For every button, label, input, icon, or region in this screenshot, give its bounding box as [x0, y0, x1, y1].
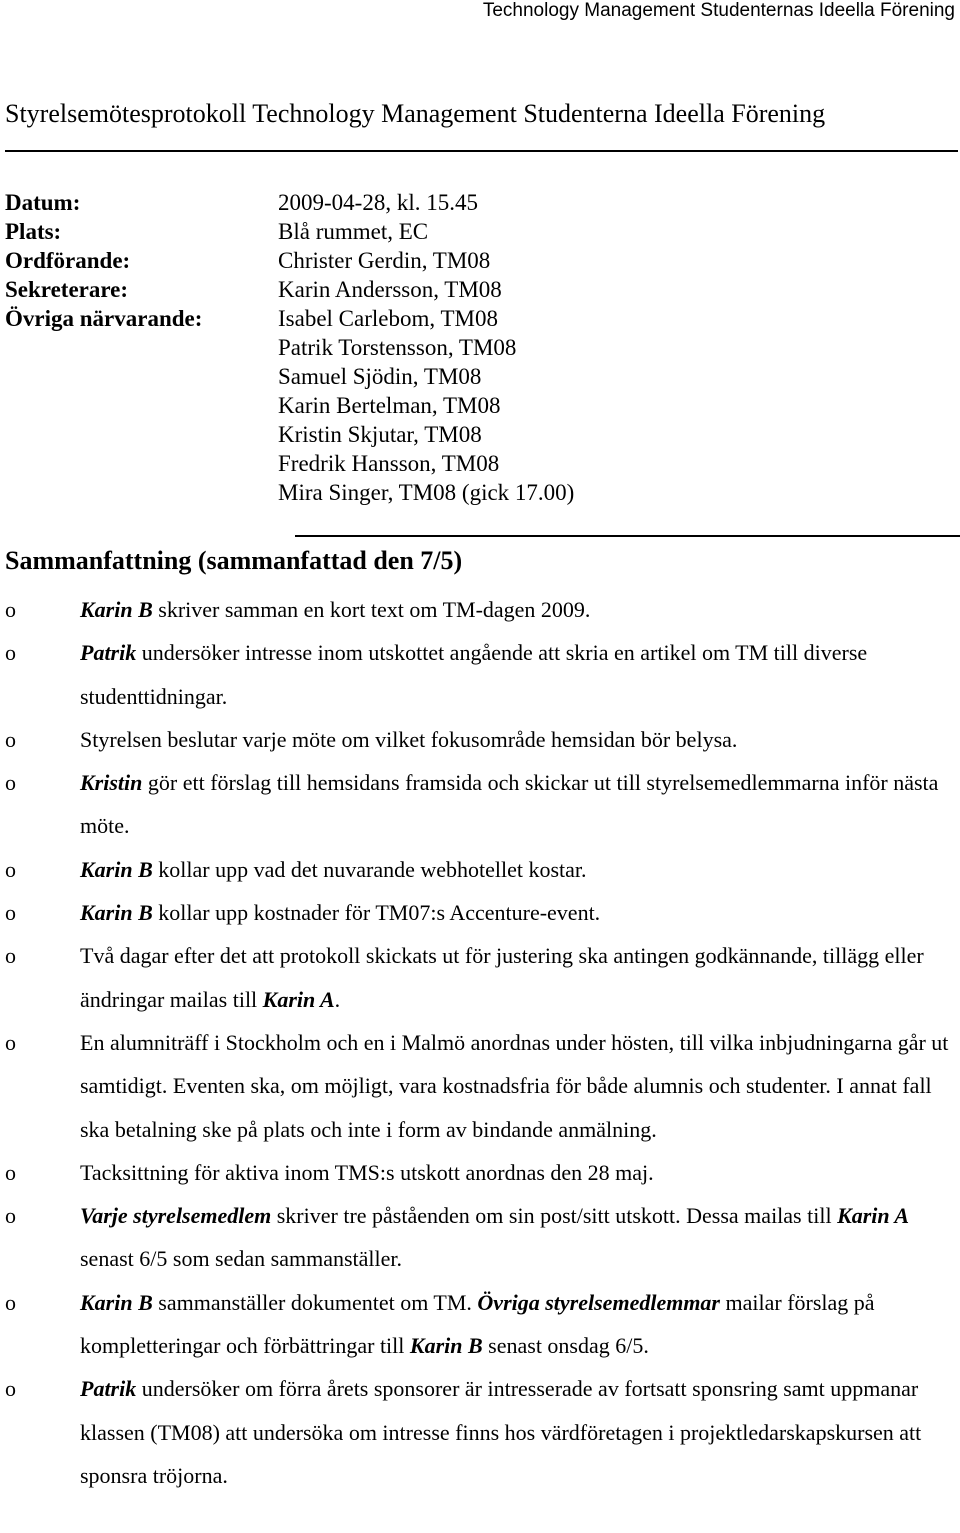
- meta-values: [278, 304, 574, 507]
- bullet-icon: o: [5, 1203, 16, 1229]
- list-item: [5, 1194, 960, 1281]
- meta-label: Ordförande:: [5, 248, 131, 273]
- person-name: Varje styrelsemedlem: [80, 1203, 272, 1229]
- person-name: Karin A: [837, 1203, 910, 1229]
- text-segment: kollar upp vad det nuvarande webhotellet kostar.: [152, 856, 587, 882]
- list-item-text: [80, 1290, 875, 1358]
- text-segment: skriver samman en kort text om TM-dagen 2009.: [152, 597, 591, 622]
- text-segment: gör ett förslag till hemsidans framsida och skickar ut till styrelsemedlemmarna inför nästa möte.: [80, 770, 939, 839]
- text-segment: undersöker om förra årets sponsorer är intresserade av fortsatt sponsring samt uppmanar klassen (TM08) att undersöka om intresse finns hos värdföretagen i projektledarskapskursen att sponsra tröjorna.: [80, 1376, 922, 1488]
- text-segment: senast onsdag 6/5.: [482, 1333, 649, 1359]
- meta-value: Karin Bertelman, TM08: [278, 393, 501, 418]
- meta-value: Karin Andersson, TM08: [278, 277, 502, 302]
- text-segment: kollar upp kostnader för TM07:s Accenture-event.: [152, 900, 601, 926]
- person-name: Karin B: [80, 900, 153, 926]
- meta-table: [5, 188, 574, 507]
- meta-values: [278, 275, 502, 304]
- list-item-text: [80, 1376, 921, 1488]
- meta-values: [278, 217, 428, 246]
- meta-label: Datum:: [5, 190, 81, 215]
- meta-values: [278, 188, 478, 217]
- text-segment: sammanställer dokumentet om TM.: [152, 1289, 478, 1315]
- meta-label: Plats:: [5, 219, 62, 244]
- person-name: Övriga styrelsemedlemmar: [477, 1289, 720, 1315]
- meta-value: Blå rummet, EC: [278, 219, 429, 244]
- bullet-icon: o: [5, 943, 16, 969]
- list-item-text: [80, 1203, 909, 1271]
- meta-label: Övriga närvarande:: [5, 306, 203, 331]
- list-item-text: [80, 857, 587, 882]
- text-segment: undersöker intresse inom utskottet angående att skria en artikel om TM till diverse studenttidningar.: [80, 640, 868, 709]
- bullet-icon: o: [5, 770, 16, 796]
- list-item: [5, 934, 960, 1021]
- list-item-text: [80, 597, 590, 622]
- meta-value: Kristin Skjutar, TM08: [278, 422, 482, 447]
- list-item: [5, 761, 960, 848]
- meta-row: [5, 188, 574, 217]
- list-item: [5, 1021, 960, 1151]
- list-item: [5, 1281, 960, 1368]
- document-title: Styrelsemötesprotokoll Technology Management Studenterna Ideella Förening: [5, 98, 958, 152]
- meta-row: [5, 275, 574, 304]
- bullet-icon: o: [5, 1289, 16, 1315]
- list-item-text: [80, 727, 737, 752]
- meta-row: [5, 304, 574, 507]
- list-item-text: [80, 1160, 654, 1185]
- person-name: Karin B: [80, 597, 153, 622]
- bullet-icon: o: [5, 1159, 16, 1185]
- text-segment: Tacksittning för aktiva inom TMS:s utskott anordnas den 28 maj.: [80, 1159, 654, 1185]
- person-name: Patrik: [80, 1376, 137, 1402]
- bullet-icon: o: [5, 1376, 16, 1402]
- meta-row: [5, 217, 574, 246]
- person-name: Karin A: [262, 986, 335, 1012]
- list-item: [5, 891, 960, 934]
- list-item-text: [80, 900, 600, 925]
- section-divider: [295, 535, 960, 537]
- list-item-text: [80, 770, 938, 838]
- person-name: Karin B: [80, 1289, 153, 1315]
- bullet-icon: o: [5, 900, 16, 926]
- text-segment: Två dagar efter det att protokoll skickats ut för justering ska antingen godkännande, tillägg eller ändringar mailas till: [80, 943, 924, 1012]
- text-segment: mailar förslag på kompletteringar och förbättringar till: [80, 1289, 875, 1359]
- list-item-text: [80, 943, 924, 1011]
- meta-label: Sekreterare:: [5, 277, 129, 302]
- list-item: [5, 631, 960, 718]
- summary-section: [5, 535, 960, 1497]
- meta-row: [5, 246, 574, 275]
- list-item: [5, 1151, 960, 1194]
- bullet-icon: o: [5, 640, 16, 666]
- summary-heading: Sammanfattning (sammanfattad den 7/5): [5, 546, 463, 575]
- meta-value: 2009-04-28, kl. 15.45: [278, 190, 478, 215]
- meta-value: Fredrik Hansson, TM08: [278, 451, 500, 476]
- text-segment: senast 6/5 som sedan sammanställer.: [80, 1246, 402, 1272]
- person-name: Karin B: [80, 856, 153, 882]
- list-item: [5, 848, 960, 891]
- meta-value: Patrik Torstensson, TM08: [278, 335, 517, 360]
- bullet-icon: o: [5, 856, 16, 882]
- bullet-icon: o: [5, 1029, 16, 1055]
- list-item: [5, 718, 960, 761]
- list-item-text: [80, 1030, 948, 1142]
- meta-values: [278, 246, 490, 275]
- meta-value: Isabel Carlebom, TM08: [278, 306, 498, 331]
- list-item-text: [80, 640, 867, 708]
- text-segment: Styrelsen beslutar varje möte om vilket fokusområde hemsidan bör belysa.: [80, 726, 738, 752]
- person-name: Karin B: [409, 1333, 483, 1359]
- person-name: Patrik: [80, 640, 137, 666]
- summary-list: [5, 588, 960, 1497]
- text-segment: skriver tre påståenden om sin post/sitt utskott. Dessa mailas till: [271, 1203, 838, 1229]
- list-item: [5, 588, 960, 631]
- text-segment: En alumniträff i Stockholm och en i Malmö anordnas under hösten, till vilka inbjudningarna går ut samtidigt. Eventen ska, om möjligt, vara kostnadsfria för både alumnis och studenter. I annat fall ska betalning ske på plats och inte i form av bindande anmälning.: [80, 1029, 949, 1142]
- meta-value: Christer Gerdin, TM08: [278, 248, 491, 273]
- text-segment: .: [334, 986, 341, 1012]
- meta-value: Samuel Sjödin, TM08: [278, 364, 482, 389]
- bullet-icon: o: [5, 597, 16, 622]
- list-item: [5, 1367, 960, 1497]
- running-header: Technology Management Studenternas Ideella Förening: [482, 0, 955, 21]
- bullet-icon: o: [5, 726, 16, 752]
- person-name: Kristin: [80, 770, 143, 796]
- meta-value: Mira Singer, TM08 (gick 17.00): [278, 480, 575, 505]
